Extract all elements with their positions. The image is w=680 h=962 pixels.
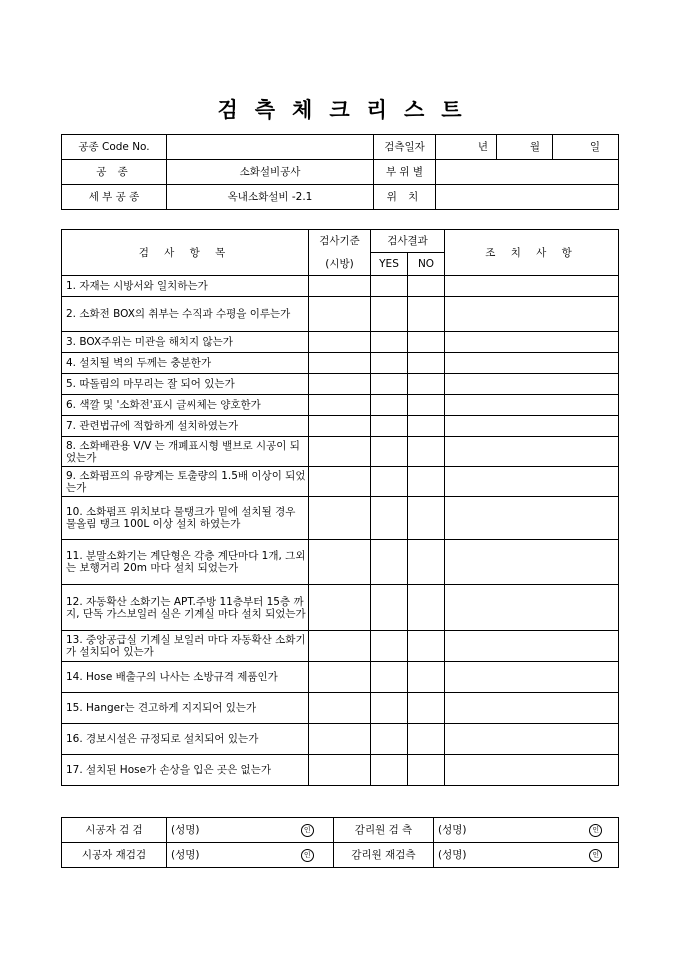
- supervisor-inspect-label: 감리원 검 측: [334, 818, 434, 843]
- action-cell[interactable]: [445, 540, 619, 585]
- supervisor-reinspect-seal[interactable]: [574, 843, 619, 868]
- check-item: 7. 관련법규에 적합하게 설치하였는가: [62, 416, 309, 437]
- checklist-table: [61, 229, 619, 786]
- seal-icon: 인: [301, 849, 314, 862]
- standard-cell[interactable]: [309, 332, 371, 353]
- yes-cell[interactable]: [371, 374, 408, 395]
- action-cell[interactable]: [445, 437, 619, 467]
- inspect-date-label: 검측일자: [374, 135, 436, 160]
- work-code-value[interactable]: [167, 135, 374, 160]
- yes-cell[interactable]: [371, 497, 408, 540]
- no-cell[interactable]: [408, 353, 445, 374]
- action-cell[interactable]: [445, 662, 619, 693]
- check-item: 17. 설치된 Hose가 손상을 입은 곳은 없는가: [62, 755, 309, 786]
- standard-cell[interactable]: [309, 416, 371, 437]
- no-cell[interactable]: [408, 631, 445, 662]
- yes-cell[interactable]: [371, 755, 408, 786]
- header-table: [61, 134, 619, 210]
- yes-cell[interactable]: [371, 297, 408, 332]
- no-cell[interactable]: [408, 540, 445, 585]
- action-cell[interactable]: [445, 332, 619, 353]
- no-cell[interactable]: [408, 297, 445, 332]
- check-item: 3. BOX주위는 미관을 해치지 않는가: [62, 332, 309, 353]
- col-items-header: 검 사 항 목: [62, 230, 309, 276]
- signature-table: [61, 817, 619, 868]
- action-cell[interactable]: [445, 276, 619, 297]
- standard-cell[interactable]: [309, 353, 371, 374]
- action-cell[interactable]: [445, 353, 619, 374]
- yes-cell[interactable]: [371, 631, 408, 662]
- check-item: 11. 분말소화기는 계단형은 각층 계단마다 1개, 그외는 보행거리 20m 마다 설치 되었는가: [62, 540, 309, 585]
- yes-cell[interactable]: [371, 540, 408, 585]
- supervisor-inspect-name[interactable]: (성명): [434, 818, 574, 843]
- yes-cell[interactable]: [371, 724, 408, 755]
- yes-cell[interactable]: [371, 585, 408, 631]
- action-cell[interactable]: [445, 755, 619, 786]
- check-item: 4. 설치될 벽의 두께는 충분한가: [62, 353, 309, 374]
- standard-cell[interactable]: [309, 437, 371, 467]
- yes-cell[interactable]: [371, 353, 408, 374]
- table-row: [62, 467, 619, 497]
- yes-cell[interactable]: [371, 416, 408, 437]
- date-month[interactable]: 월: [497, 135, 553, 160]
- standard-cell[interactable]: [309, 374, 371, 395]
- standard-cell[interactable]: [309, 755, 371, 786]
- check-item: 10. 소화펌프 위치보다 물탱크가 밑에 설치될 경우 물올림 탱크 100L 이상 설치 하였는가: [62, 497, 309, 540]
- table-row: [62, 297, 619, 332]
- table-row: [62, 585, 619, 631]
- work-code-label: 공종 Code No.: [62, 135, 167, 160]
- contractor-reinspect-name[interactable]: (성명): [167, 843, 282, 868]
- standard-cell[interactable]: [309, 395, 371, 416]
- action-cell[interactable]: [445, 395, 619, 416]
- check-item: 12. 자동확산 소화기는 APT.주방 11층부터 15층 까지, 단독 가스보일러 실은 기계실 마다 설치 되었는가: [62, 585, 309, 631]
- contractor-reinspect-seal[interactable]: [282, 843, 334, 868]
- yes-cell[interactable]: [371, 276, 408, 297]
- part-label: 부 위 별: [374, 160, 436, 185]
- col-standard-sub: (시방): [309, 253, 371, 276]
- yes-cell[interactable]: [371, 693, 408, 724]
- table-row: [62, 724, 619, 755]
- check-item: 5. 따돌림의 마무리는 잘 되어 있는가: [62, 374, 309, 395]
- table-row: [62, 662, 619, 693]
- no-cell[interactable]: [408, 374, 445, 395]
- action-cell[interactable]: [445, 724, 619, 755]
- supervisor-reinspect-name[interactable]: (성명): [434, 843, 574, 868]
- standard-cell[interactable]: [309, 693, 371, 724]
- yes-cell[interactable]: [371, 467, 408, 497]
- table-row: [62, 540, 619, 585]
- detail-label: 세 부 공 종: [62, 185, 167, 210]
- yes-cell[interactable]: [371, 662, 408, 693]
- standard-cell[interactable]: [309, 497, 371, 540]
- yes-cell[interactable]: [371, 437, 408, 467]
- seal-icon: 인: [301, 824, 314, 837]
- seal-icon: 인: [589, 849, 602, 862]
- check-item: 16. 경보시설은 규정되로 설치되어 있는가: [62, 724, 309, 755]
- work-type-value[interactable]: 소화설비공사: [167, 160, 374, 185]
- no-cell[interactable]: [408, 276, 445, 297]
- action-cell[interactable]: [445, 374, 619, 395]
- yes-cell[interactable]: [371, 332, 408, 353]
- action-cell[interactable]: [445, 297, 619, 332]
- check-item: 9. 소화펌프의 유량계는 토출량의 1.5배 이상이 되었는가: [62, 467, 309, 497]
- table-row: [62, 631, 619, 662]
- col-action-header: 조 치 사 항: [445, 230, 619, 276]
- action-cell[interactable]: [445, 585, 619, 631]
- table-row: [62, 395, 619, 416]
- no-cell[interactable]: [408, 724, 445, 755]
- date-day[interactable]: 일: [553, 135, 619, 160]
- check-item: 15. Hanger는 견고하게 지지되어 있는가: [62, 693, 309, 724]
- no-cell[interactable]: [408, 437, 445, 467]
- location-label: 위 치: [374, 185, 436, 210]
- check-item: 6. 색깔 및 '소화전'표시 글씨체는 양호한가: [62, 395, 309, 416]
- no-cell[interactable]: [408, 467, 445, 497]
- table-row: [62, 416, 619, 437]
- check-item: 14. Hose 배출구의 나사는 소방규격 제품인가: [62, 662, 309, 693]
- standard-cell[interactable]: [309, 540, 371, 585]
- check-item: 2. 소화전 BOX의 취부는 수직과 수평을 이루는가: [62, 297, 309, 332]
- table-row: [62, 276, 619, 297]
- table-row: [62, 353, 619, 374]
- table-row: [62, 693, 619, 724]
- check-item: 13. 중앙공급실 기계실 보일러 마다 자동확산 소화기가 설치되어 있는가: [62, 631, 309, 662]
- no-cell[interactable]: [408, 585, 445, 631]
- seal-icon: 인: [589, 824, 602, 837]
- no-cell[interactable]: [408, 332, 445, 353]
- action-cell[interactable]: [445, 693, 619, 724]
- action-cell[interactable]: [445, 631, 619, 662]
- no-cell[interactable]: [408, 662, 445, 693]
- standard-cell[interactable]: [309, 276, 371, 297]
- check-item: 8. 소화배관용 V/V 는 개폐표시형 밸브로 시공이 되었는가: [62, 437, 309, 467]
- standard-cell[interactable]: [309, 467, 371, 497]
- no-cell[interactable]: [408, 755, 445, 786]
- page-title: 검 측 체 크 리 스 트: [217, 97, 463, 122]
- no-cell[interactable]: [408, 395, 445, 416]
- standard-cell[interactable]: [309, 585, 371, 631]
- part-value[interactable]: [436, 160, 619, 185]
- table-row: [62, 332, 619, 353]
- table-row: [62, 497, 619, 540]
- no-cell[interactable]: [408, 497, 445, 540]
- table-row: [62, 755, 619, 786]
- yes-cell[interactable]: [371, 395, 408, 416]
- col-yes-header: YES: [371, 253, 408, 276]
- contractor-reinspect-label: 시공자 재검검: [62, 843, 167, 868]
- no-cell[interactable]: [408, 416, 445, 437]
- contractor-inspect-label: 시공자 검 검: [62, 818, 167, 843]
- standard-cell[interactable]: [309, 724, 371, 755]
- action-cell[interactable]: [445, 416, 619, 437]
- work-type-label: 공 종: [62, 160, 167, 185]
- standard-cell[interactable]: [309, 631, 371, 662]
- contractor-inspect-seal[interactable]: [282, 818, 334, 843]
- col-standard-header: 검사기준: [309, 230, 371, 253]
- action-cell[interactable]: [445, 467, 619, 497]
- col-no-header: NO: [408, 253, 445, 276]
- supervisor-reinspect-label: 감리원 재검측: [334, 843, 434, 868]
- action-cell[interactable]: [445, 497, 619, 540]
- table-row: [62, 437, 619, 467]
- location-value[interactable]: [436, 185, 619, 210]
- contractor-inspect-name[interactable]: (성명): [167, 818, 282, 843]
- standard-cell[interactable]: [309, 662, 371, 693]
- detail-value[interactable]: 옥내소화설비 -2.1: [167, 185, 374, 210]
- supervisor-inspect-seal[interactable]: [574, 818, 619, 843]
- no-cell[interactable]: [408, 693, 445, 724]
- col-result-header: 검사결과: [371, 230, 445, 253]
- standard-cell[interactable]: [309, 297, 371, 332]
- date-year[interactable]: 년: [436, 135, 497, 160]
- table-row: [62, 374, 619, 395]
- check-item: 1. 자재는 시방서와 일치하는가: [62, 276, 309, 297]
